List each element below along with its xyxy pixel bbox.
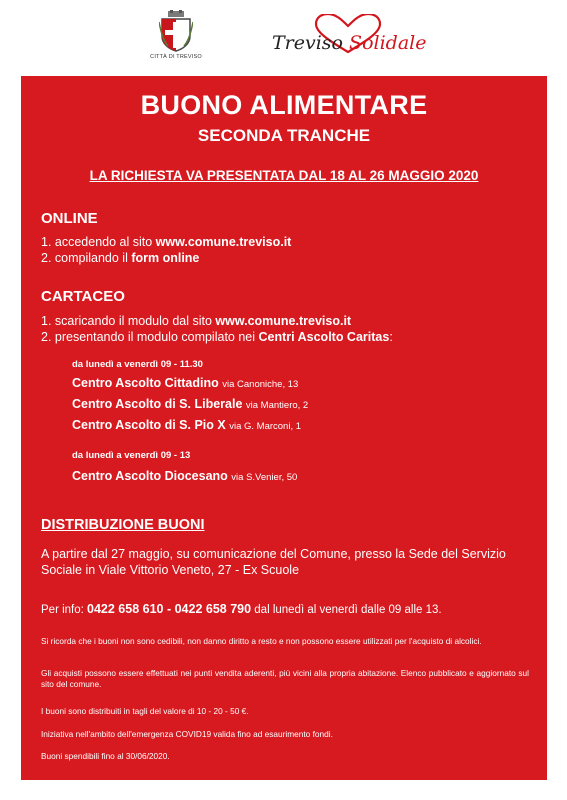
centre-item [72,376,298,390]
centre-name: Centro Ascolto di S. Liberale [72,397,243,411]
schedule-group-1: da lunedì a venerdì 09 - 11.30 [72,359,203,370]
centre-address: via S.Venier, 50 [231,472,298,483]
page-subtitle: SECONDA TRANCHE [197,126,371,145]
online-item-2-text: 2. compilando il [41,251,132,265]
info-prefix: Per info: [41,604,88,616]
centre-item [72,469,297,483]
note-item: Buoni spendibili fino al 30/06/2020. [41,751,170,761]
info-phone-numbers[interactable]: 0422 658 610 - 0422 658 790 [87,602,252,616]
note-item: I buoni sono distribuiti in tagli del valore di 10 - 20 - 50 €. [41,706,249,716]
note-item: Iniziativa nell'ambito dell'emergenza COVID19 valida fino ad esaurimento fondi. [41,729,333,739]
treviso-solidale-logo [272,14,442,62]
request-period: LA RICHIESTA VA PRESENTATA DAL 18 AL 26 MAGGIO 2020 [89,168,479,183]
centre-item [72,397,308,411]
info-line [41,602,442,616]
distribution-text: A partire dal 27 maggio, su comunicazione del Comune, presso la Sede del Servizio Sociale in Viale Vittorio Veneto, 27 - Ex Scuole [41,547,506,577]
cartaceo-site-link[interactable]: www.comune.treviso.it [215,314,352,328]
cartaceo-item-1-text: 1. scaricando il modulo dal sito [41,314,216,328]
distribution-heading: DISTRIBUZIONE BUONI [41,517,205,533]
centre-address: via G. Marconi, 1 [229,421,302,432]
city-crest [148,10,204,60]
centre-address: via Mantiero, 2 [245,400,309,411]
city-crest-icon [159,10,193,52]
caritas-centres-label: Centri Ascolto Caritas [258,330,390,344]
cartaceo-item-2-text: 2. presentando il modulo compilato nei [41,330,259,344]
page-title: BUONO ALIMENTARE [140,90,428,120]
info-hours: dal lunedì al venerdì dalle 09 alle 13. [251,604,442,616]
cartaceo-item-1 [41,314,351,328]
online-item-2 [41,251,199,265]
schedule-group-2: da lunedì a venerdì 09 - 13 [72,450,191,461]
header [0,0,567,76]
online-heading: ONLINE [41,210,98,227]
centre-item [72,418,301,432]
centre-address: via Canoniche, 13 [222,379,299,390]
note-item: Si ricorda che i buoni non sono cedibili, non danno diritto a resto e non possono essere utilizzati per l'acquisto di alcolici. [41,636,482,646]
red-panel [21,76,547,780]
cartaceo-heading: CARTACEO [41,288,125,305]
centre-name: Centro Ascolto di S. Pio X [72,418,226,432]
note-item: Gli acquisti possono essere effettuati nei punti vendita aderenti, più vicini alla propria abitazione. Elenco pubblicato e aggiornato sul sito del comune. [41,668,529,689]
online-item-1 [41,235,291,249]
centre-name: Centro Ascolto Diocesano [72,469,228,483]
brand-name-part2: Solidale [349,32,427,54]
cartaceo-item-2-suffix: : [389,330,393,344]
brand-name [272,32,426,54]
centre-name: Centro Ascolto Cittadino [72,376,219,390]
crest-caption: CITTÀ DI TREVISO [150,54,202,60]
online-site-link[interactable]: www.comune.treviso.it [155,235,292,249]
online-form-label: form online [131,251,200,265]
brand-name-part1: Treviso [272,32,343,54]
cartaceo-item-2 [41,330,393,344]
online-item-1-text: 1. accedendo al sito [41,235,156,249]
